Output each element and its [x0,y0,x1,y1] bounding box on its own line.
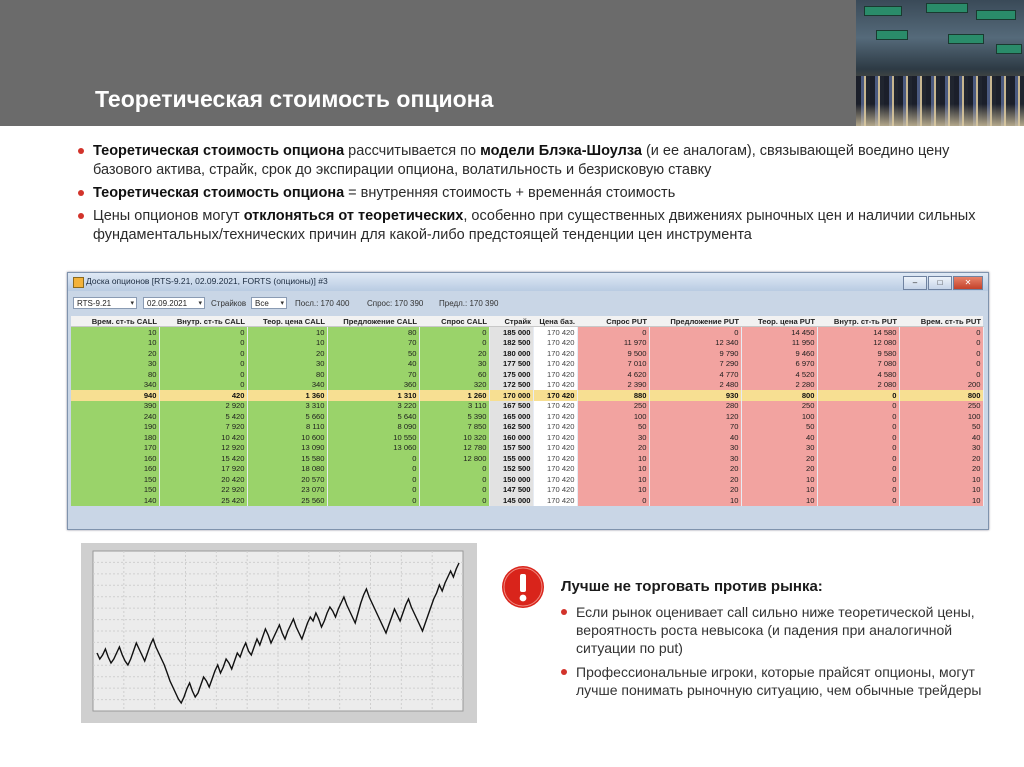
table-cell: 20 [649,464,741,475]
table-cell: 10 600 [247,432,327,443]
table-cell: 10 [247,338,327,349]
table-cell: 150 000 [489,474,533,485]
table-cell: 162 500 [489,422,533,433]
window-titlebar[interactable] [68,273,988,291]
column-header[interactable]: Страйк [489,316,533,327]
table-cell: 5 390 [419,411,489,422]
table-cell: 10 550 [327,432,419,443]
table-cell: 100 [577,411,649,422]
table-cell: 2 390 [577,380,649,391]
column-header[interactable]: Теор. цена CALL [247,316,327,327]
table-cell: 170 420 [533,422,577,433]
table-cell: 0 [899,348,983,359]
table-cell: 0 [327,474,419,485]
table-row[interactable] [71,495,983,506]
table-cell: 170 420 [533,495,577,506]
table-cell: 0 [419,495,489,506]
table-cell: 20 [577,443,649,454]
table-row[interactable] [71,422,983,433]
table-cell: 20 [899,464,983,475]
table-cell: 70 [327,338,419,349]
table-cell: 7 290 [649,359,741,370]
table-cell: 0 [817,485,899,496]
table-cell: 9 500 [577,348,649,359]
table-row[interactable] [71,464,983,475]
table-cell: 170 420 [533,338,577,349]
table-cell: 170 420 [533,380,577,391]
table-cell: 80 [71,369,159,380]
table-cell: 20 [71,348,159,359]
table-cell: 185 000 [489,327,533,338]
table-cell: 175 000 [489,369,533,380]
table-cell: 170 420 [533,390,577,401]
table-cell: 0 [817,474,899,485]
table-cell: 15 420 [159,453,247,464]
table-cell: 7 920 [159,422,247,433]
table-cell: 30 [649,453,741,464]
table-cell: 0 [159,327,247,338]
table-cell: 13 060 [327,443,419,454]
table-cell: 155 000 [489,453,533,464]
table-cell: 100 [899,411,983,422]
table-cell: 170 420 [533,411,577,422]
maximize-button[interactable]: □ [928,276,952,290]
table-row[interactable] [71,390,983,401]
table-cell: 182 500 [489,338,533,349]
right-bullet-item: Если рынок оценивает call сильно ниже теоретической цены, вероятность роста невысока (и падения при аналогичной ситуации по put) [561,603,991,657]
table-cell: 120 [649,411,741,422]
table-cell: 360 [327,380,419,391]
table-cell: 30 [741,443,817,454]
table-cell: 2 080 [817,380,899,391]
table-cell: 280 [649,401,741,412]
table-cell: 0 [327,485,419,496]
table-row[interactable] [71,369,983,380]
table-cell: 1 260 [419,390,489,401]
table-cell: 0 [159,338,247,349]
table-cell: 40 [741,432,817,443]
table-cell: 940 [71,390,159,401]
table-cell: 30 [247,359,327,370]
table-cell: 160 [71,453,159,464]
bullet-bold-text: отклоняться от теоретических [243,208,464,224]
bullet-text: Цены опционов могут [93,208,244,224]
chevron-down-icon: ▾ [280,300,284,307]
table-cell: 12 080 [817,338,899,349]
table-cell: 20 [741,464,817,475]
table-cell: 100 [741,411,817,422]
table-cell: 80 [327,327,419,338]
table-cell: 800 [899,390,983,401]
table-cell: 930 [649,390,741,401]
table-cell: 10 [247,327,327,338]
table-cell: 157 500 [489,443,533,454]
table-cell: 25 420 [159,495,247,506]
table-cell: 0 [419,474,489,485]
table-cell: 150 [71,474,159,485]
table-cell: 170 420 [533,401,577,412]
table-cell: 3 310 [247,401,327,412]
exclamation-warning-icon [501,565,545,609]
table-row[interactable] [71,432,983,443]
option-board-window [67,272,989,530]
table-cell: 2 480 [649,380,741,391]
table-cell: 390 [71,401,159,412]
table-cell: 20 [419,348,489,359]
table-cell: 40 [327,359,419,370]
table-cell: 30 [899,443,983,454]
table-cell: 0 [159,369,247,380]
table-cell: 170 420 [533,474,577,485]
board-toolbar [71,295,983,312]
table-row[interactable] [71,348,983,359]
close-button[interactable]: ✕ [953,276,983,290]
table-cell: 5 640 [327,411,419,422]
table-cell: 30 [71,359,159,370]
table-row[interactable] [71,401,983,412]
right-bullet-list [561,603,991,705]
instrument-value: RTS-9.21 [77,299,112,308]
table-cell: 7 850 [419,422,489,433]
table-row[interactable] [71,485,983,496]
table-cell: 1 310 [327,390,419,401]
table-cell: 2 280 [741,380,817,391]
table-cell: 147 500 [489,485,533,496]
table-cell: 17 920 [159,464,247,475]
table-cell: 0 [159,380,247,391]
chevron-down-icon: ▾ [130,300,134,307]
table-cell: 10 420 [159,432,247,443]
table-cell: 6 970 [741,359,817,370]
table-cell: 80 [247,369,327,380]
table-cell: 23 070 [247,485,327,496]
table-cell: 9 580 [817,348,899,359]
table-row[interactable] [71,327,983,338]
table-cell: 320 [419,380,489,391]
table-cell: 9 790 [649,348,741,359]
table-cell: 170 420 [533,359,577,370]
table-cell: 800 [741,390,817,401]
table-cell: 14 450 [741,327,817,338]
table-cell: 250 [741,401,817,412]
column-header[interactable]: Врем. ст-ть CALL [71,316,159,327]
table-cell: 152 500 [489,464,533,475]
option-board-table [71,316,983,506]
bullet-list [78,142,978,249]
column-header[interactable]: Внутр. ст-ть PUT [817,316,899,327]
table-cell: 4 770 [649,369,741,380]
table-cell: 0 [159,359,247,370]
table-cell: 4 580 [817,369,899,380]
table-cell: 0 [817,464,899,475]
table-cell: 70 [649,422,741,433]
table-cell: 7 010 [577,359,649,370]
table-cell: 170 420 [533,327,577,338]
expiry-date-select[interactable] [143,297,205,309]
table-cell: 20 [649,474,741,485]
table-cell: 340 [247,380,327,391]
table-cell: 50 [577,422,649,433]
table-cell: 4 620 [577,369,649,380]
bullet-item [78,207,978,245]
table-cell: 170 [71,443,159,454]
table-cell: 4 520 [741,369,817,380]
table-cell: 0 [899,327,983,338]
price-chart-svg [81,543,477,723]
bullet-bold-text: Теоретическая стоимость опциона [93,143,345,159]
table-cell: 30 [419,359,489,370]
table-cell: 0 [817,422,899,433]
table-cell: 10 [741,495,817,506]
last-price: Посл.: 170 400 [295,299,350,308]
table-row[interactable] [71,453,983,464]
table-cell: 5 660 [247,411,327,422]
column-header[interactable]: Внутр. ст-ть CALL [159,316,247,327]
trading-floor-photo [856,0,1024,126]
table-cell: 0 [817,443,899,454]
chevron-down-icon: ▾ [198,300,202,307]
table-cell: 8 090 [327,422,419,433]
column-header[interactable]: Теор. цена PUT [741,316,817,327]
column-header[interactable]: Врем. ст-ть PUT [899,316,983,327]
bullet-text: = внутренняя стоимость + временна́я стоимость [344,185,676,201]
table-cell: 170 420 [533,432,577,443]
table-cell: 20 420 [159,474,247,485]
table-cell: 180 000 [489,348,533,359]
slide-title: Теоретическая стоимость опциона [95,86,494,112]
table-cell: 165 000 [489,411,533,422]
strikes-label: Страйков [211,299,247,308]
table-cell: 170 420 [533,443,577,454]
table-cell: 30 [649,443,741,454]
table-cell: 10 [71,327,159,338]
bullet-bold-text: модели Блэка-Шоулза [480,143,642,159]
instrument-select[interactable] [73,297,137,309]
strikes-select[interactable] [251,297,287,309]
table-cell: 0 [899,369,983,380]
column-header[interactable]: Предложение PUT [649,316,741,327]
table-cell: 20 [247,348,327,359]
table-cell: 880 [577,390,649,401]
table-cell: 20 570 [247,474,327,485]
table-cell: 150 [71,485,159,496]
column-header[interactable]: Спрос CALL [419,316,489,327]
table-cell: 0 [817,411,899,422]
table-cell: 10 [899,474,983,485]
table-cell: 10 [577,453,649,464]
table-cell: 10 [577,464,649,475]
table-cell: 170 000 [489,390,533,401]
table-cell: 12 780 [419,443,489,454]
table-cell: 0 [899,338,983,349]
table-row[interactable] [71,359,983,370]
table-cell: 50 [899,422,983,433]
table-row[interactable] [71,380,983,391]
bid-price: Спрос: 170 390 [367,299,424,308]
table-cell: 15 580 [247,453,327,464]
bullet-text: рассчитывается по [344,143,481,159]
table-cell: 3 220 [327,401,419,412]
table-cell: 0 [817,390,899,401]
table-cell: 10 [741,474,817,485]
table-cell: 160 [71,464,159,475]
column-header[interactable]: Цена баз. [533,316,577,327]
table-cell: 40 [899,432,983,443]
table-cell: 240 [71,411,159,422]
table-cell: 40 [649,432,741,443]
bullet-text: (и ее аналогам), связывающей воедино цену базового актива, страйк, срок до экспирации опциона, волатильность и безрисковую ставку [93,143,950,178]
table-cell: 190 [71,422,159,433]
table-cell: 70 [327,369,419,380]
table-cell: 0 [817,495,899,506]
table-cell: 170 420 [533,348,577,359]
column-header[interactable]: Предложение CALL [327,316,419,327]
table-row[interactable] [71,474,983,485]
column-header[interactable]: Спрос PUT [577,316,649,327]
table-cell: 10 [649,495,741,506]
right-block-title: Лучше не торговать против рынка: [561,578,823,595]
table-cell: 8 110 [247,422,327,433]
table-cell: 20 [649,485,741,496]
bullet-text: , особенно при существенных движениях рыночных цен и наличии сильных фундаментальных/технических причин для какой-либо предстоящей тенденции цен инструмента [93,208,976,243]
table-cell: 250 [577,401,649,412]
bullet-item [78,184,978,203]
table-cell: 18 080 [247,464,327,475]
table-cell: 10 [577,485,649,496]
table-cell: 170 420 [533,464,577,475]
window-app-icon [73,277,84,288]
table-cell: 0 [817,432,899,443]
table-cell: 0 [327,464,419,475]
table-cell: 420 [159,390,247,401]
table-cell: 160 000 [489,432,533,443]
table-cell: 10 [899,485,983,496]
table-cell: 145 000 [489,495,533,506]
table-cell: 0 [419,327,489,338]
table-cell: 0 [577,495,649,506]
table-cell: 170 420 [533,453,577,464]
table-cell: 5 420 [159,411,247,422]
table-cell: 14 580 [817,327,899,338]
table-cell: 9 460 [741,348,817,359]
bullet-item [78,142,978,180]
table-cell: 22 920 [159,485,247,496]
right-bullet-item: Профессиональные игроки, которые прайсят опционы, могут лучше понимать рыночную ситуацию, чем обычные трейдеры [561,663,991,699]
table-cell: 0 [419,338,489,349]
table-cell: 340 [71,380,159,391]
table-cell: 0 [817,401,899,412]
table-cell: 1 360 [247,390,327,401]
table-cell: 11 950 [741,338,817,349]
price-chart [81,543,477,723]
table-cell: 50 [741,422,817,433]
table-cell: 20 [899,453,983,464]
table-cell: 11 970 [577,338,649,349]
minimize-button[interactable]: – [903,276,927,290]
table-cell: 0 [419,485,489,496]
table-cell: 30 [577,432,649,443]
table-cell: 167 500 [489,401,533,412]
table-cell: 10 [899,495,983,506]
expiry-date-value: 02.09.2021 [147,299,188,308]
table-cell: 60 [419,369,489,380]
table-header-row [71,316,983,327]
table-cell: 170 420 [533,369,577,380]
table-cell: 0 [327,495,419,506]
table-cell: 0 [899,359,983,370]
table-cell: 12 800 [419,453,489,464]
table-cell: 13 090 [247,443,327,454]
table-cell: 12 920 [159,443,247,454]
table-cell: 0 [649,327,741,338]
window-title: Доска опционов [RTS-9.21, 02.09.2021, FORTS (опционы)] #3 [86,276,328,286]
table-cell: 250 [899,401,983,412]
table-cell: 20 [741,453,817,464]
table-cell: 140 [71,495,159,506]
offer-price: Предл.: 170 390 [439,299,499,308]
table-cell: 7 080 [817,359,899,370]
table-cell: 200 [899,380,983,391]
bullet-bold-text: Теоретическая стоимость опциона [93,185,345,201]
table-cell: 12 340 [649,338,741,349]
table-cell: 177 500 [489,359,533,370]
table-cell: 2 920 [159,401,247,412]
table-cell: 170 420 [533,485,577,496]
table-cell: 3 110 [419,401,489,412]
table-cell: 0 [419,464,489,475]
table-row[interactable] [71,338,983,349]
table-cell: 50 [327,348,419,359]
table-cell: 0 [817,453,899,464]
table-cell: 10 [741,485,817,496]
table-cell: 0 [577,327,649,338]
table-cell: 25 560 [247,495,327,506]
table-cell: 180 [71,432,159,443]
table-row[interactable] [71,443,983,454]
table-cell: 10 [71,338,159,349]
table-cell: 172 500 [489,380,533,391]
table-row[interactable] [71,411,983,422]
table-cell: 0 [159,348,247,359]
table-cell: 0 [327,453,419,464]
table-cell: 10 [577,474,649,485]
strikes-value: Все [255,299,269,308]
table-cell: 10 320 [419,432,489,443]
